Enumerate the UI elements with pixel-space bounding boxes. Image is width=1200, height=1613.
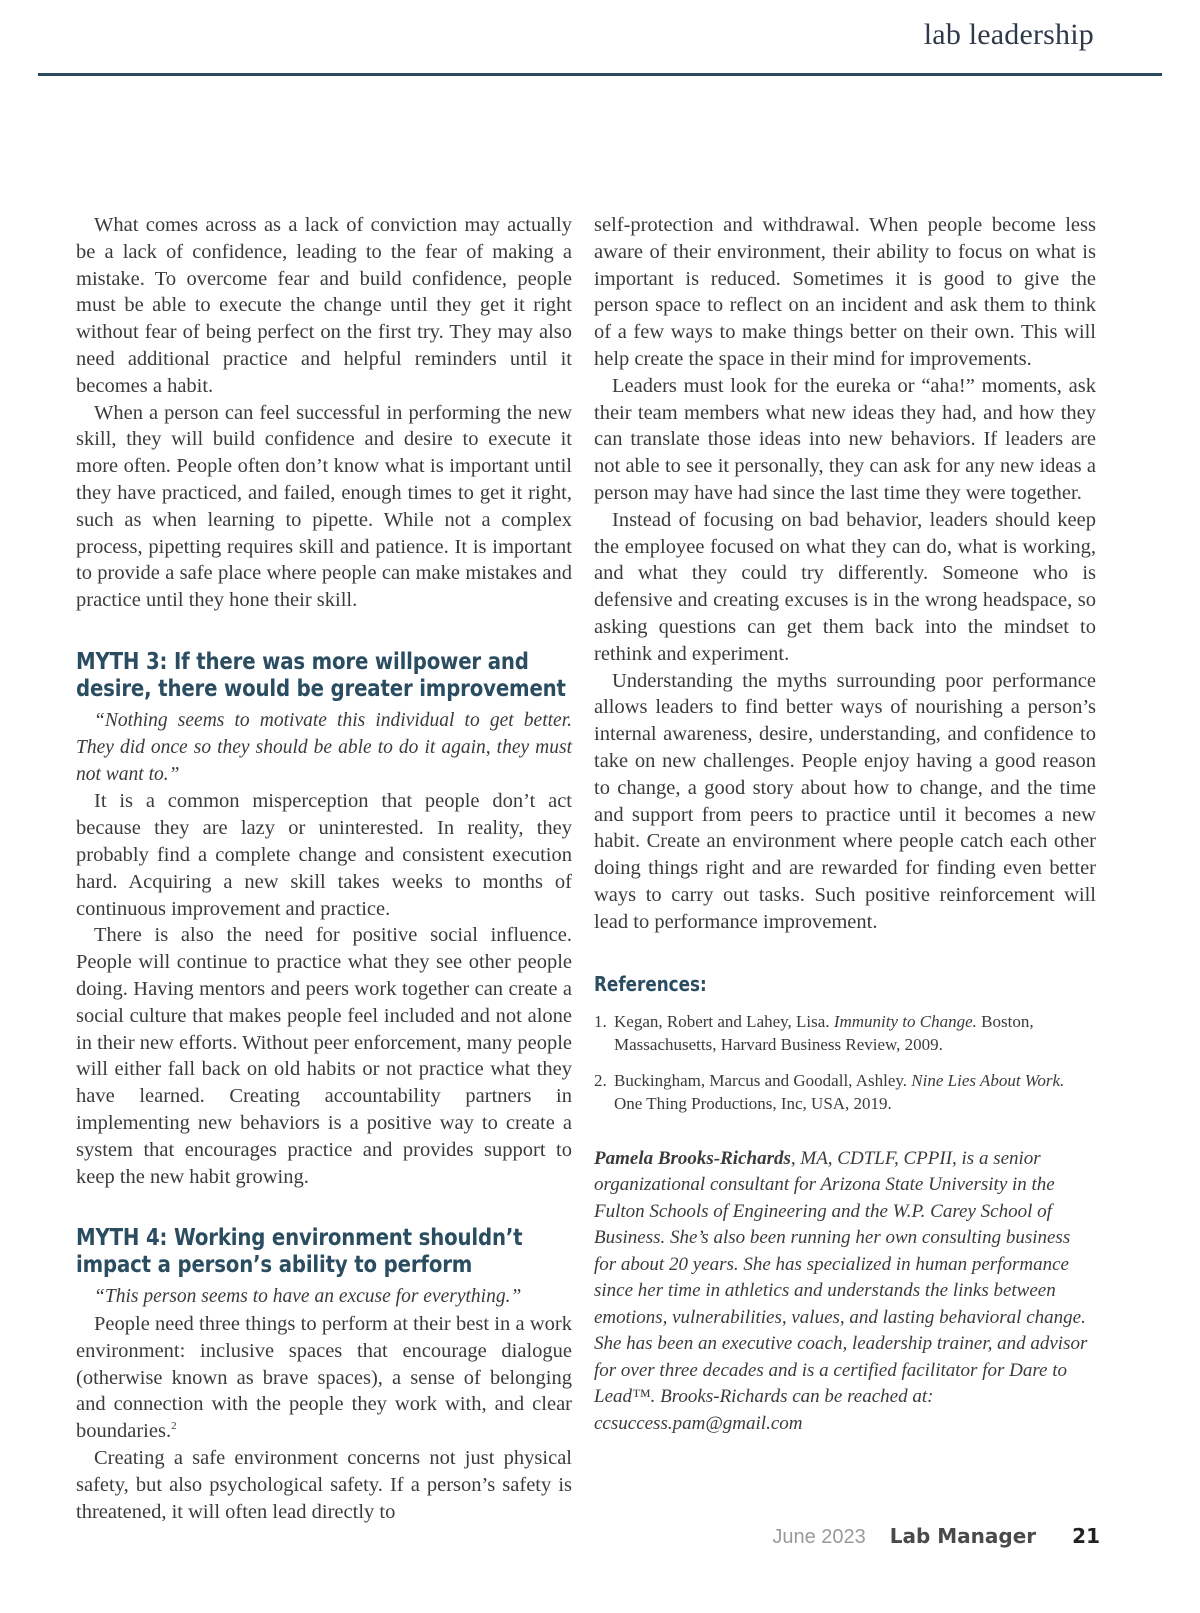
reference-item — [594, 1010, 1096, 1057]
myth-3-quote: “Nothing seems to motivate this individual to get better. They did once so they should be able to do it again, they must not want to.” — [76, 709, 572, 785]
paragraph: Leaders must look for the eureka or “aha!” moments, ask their team members what new ideas they had, and how they can translate those ideas into new behaviors. If leaders are not able to see it personally, they can ask for any new ideas a person may have had since the last time they were together. — [594, 374, 1096, 504]
paragraph: Understanding the myths surrounding poor performance allows leaders to find better ways of nourishing a person’s internal awareness, desire, understanding, and confidence to take on new challenges. People enjoy having a good reason to change, a good story about how to change, and the time and support from peers to practice until it becomes a new habit. Create an environment where people catch each other doing things right and are rewarded for finding even better ways to carry out tasks. Such positive reinforcement will lead to performance improvement. — [594, 669, 1096, 933]
myth-4-quote: “This person seems to have an excuse for everything.” — [94, 1286, 522, 1308]
header-rule — [38, 73, 1162, 76]
reference-title: Nine Lies About Work. — [911, 1070, 1065, 1090]
right-column — [594, 212, 1096, 1437]
reference-details: One Thing Productions, Inc, USA, 2019. — [614, 1094, 892, 1114]
myth-4-heading: MYTH 4: Working environment shouldn’t impact a person’s ability to perform — [76, 1223, 523, 1279]
magazine-name: Lab Manager — [889, 1524, 1037, 1548]
author-bio-text: , MA, CDTLF, CPPII, is a senior organizational consultant for Arizona State University in the Fulton Schools of Engineering and the W.P. Carey School of Business. She’s also been running her own consulting business for about 20 years. She has specialized in human performance since her time in athletics and understands the links between emotions, vulnerabilities, values, and lasting behavioral change. She has been an executive coach, leadership trainer, and advisor for over three decades and is a certified facilitator for Dare to Lead™. Brooks-Richards can be reached at: ccsuccess.pam@gmail.com — [594, 1147, 1088, 1434]
paragraph: Creating a safe environment concerns not just physical safety, but also psychological safety. If a person’s safety is threatened, it will often lead directly to — [76, 1447, 572, 1523]
paragraph — [76, 1311, 572, 1445]
paragraph: What comes across as a lack of conviction may actually be a lack of confidence, leading to the fear of making a mistake. To overcome fear and build confidence, people must be able to execute the change until they get it right without fear of being perfect on the first try. They may also need additional practice and helpful reminders until it becomes a habit. — [76, 214, 572, 397]
issue-date: June 2023 — [772, 1526, 866, 1548]
page-footer — [772, 1524, 1100, 1554]
paragraph: self-protection and withdrawal. When people become less aware of their environment, their ability to focus on what is important is reduced. Sometimes it is good to give the person space to reflect on an incident and ask them to think of a few ways to make things better on their own. This will help create the space in their mind for improvements. — [594, 214, 1096, 370]
references-heading: References: — [594, 971, 707, 996]
paragraph: When a person can feel successful in performing the new skill, they will build confidence and desire to execute it more often. People often don’t know what is important until they have practiced, and failed, enough times to get it right, such as when learning to pipette. While not a complex process, pipetting requires skill and patience. It is important to provide a safe place where people can make mistakes and practice until they hone their skill. — [76, 401, 572, 612]
left-column — [76, 212, 572, 1525]
paragraph: It is a common misperception that people don’t act because they are lazy or uninterested. In reality, they probably find a complete change and consistent execution hard. Acquiring a new skill takes weeks to months of continuous improvement and practice. — [76, 790, 572, 920]
reference-authors: Buckingham, Marcus and Goodall, Ashley. — [614, 1070, 908, 1090]
footnote-marker: 2 — [171, 1420, 177, 1433]
section-label: lab leadership — [923, 18, 1094, 51]
references-list — [594, 1010, 1096, 1116]
reference-number: 1. — [594, 1011, 607, 1031]
myth-3-heading: MYTH 3: If there was more willpower and desire, there would be greater improvement — [76, 646, 566, 702]
reference-item — [594, 1069, 1096, 1116]
reference-details: Boston, Massachusetts, Harvard Business Review, 2009. — [614, 1011, 1034, 1055]
reference-authors: Kegan, Robert and Lahey, Lisa. — [614, 1011, 830, 1031]
author-bio — [594, 1146, 1096, 1438]
author-name: Pamela Brooks-Richards — [594, 1147, 791, 1169]
paragraph-text: People need three things to perform at their best in a work environment: inclusive spaces that encourage dialogue (otherwise known as brave spaces), a sense of belonging and connection with the people they work with, and clear boundaries. — [76, 1313, 572, 1443]
reference-title: Immunity to Change. — [833, 1011, 977, 1031]
paragraph: There is also the need for positive social influence. People will continue to practice what they see other people doing. Having mentors and peers work together can create a social culture that makes people feel included and not alone in their new efforts. Without peer enforcement, many people will either fall back on old habits or not practice what they have learned. Creating accountability partners in implementing new behaviors is a positive way to create a system that encourages practice and provides support to keep the new habit growing. — [76, 924, 572, 1188]
paragraph: Instead of focusing on bad behavior, leaders should keep the employee focused on what they can do, what is working, and what they could try differently. Someone who is defensive and creating excuses is in the wrong headspace, so asking questions can get them back into the mindset to rethink and experiment. — [594, 508, 1096, 665]
page-number: 21 — [1072, 1524, 1100, 1548]
reference-number: 2. — [594, 1070, 607, 1090]
